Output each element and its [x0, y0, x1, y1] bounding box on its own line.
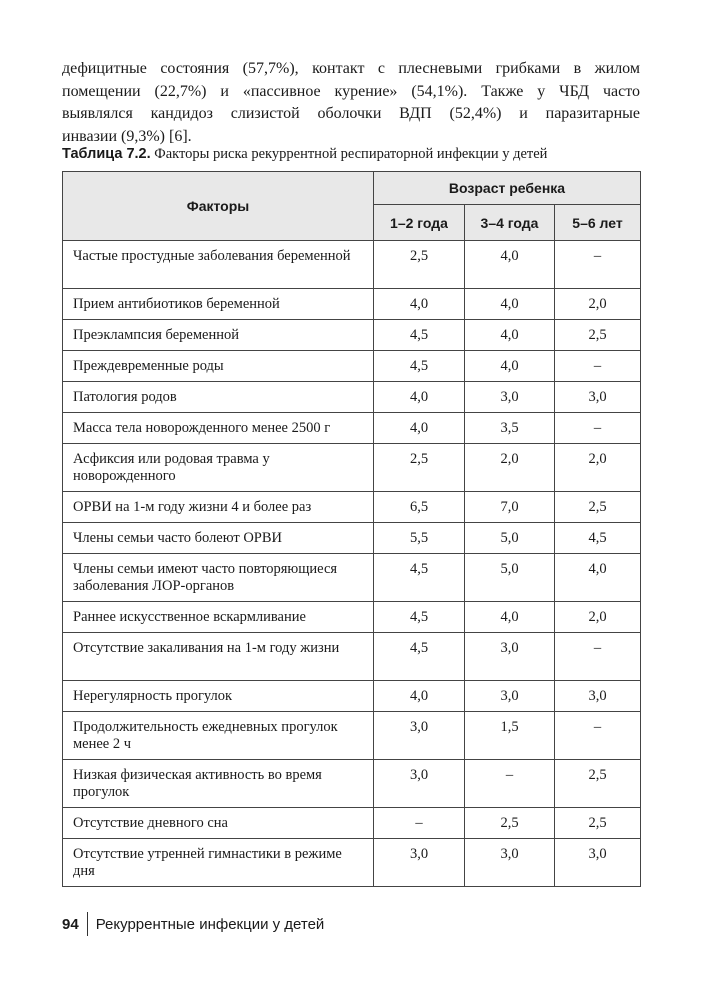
- value-cell: 3,0: [465, 633, 555, 681]
- table-row: [63, 760, 641, 808]
- value-cell: 4,0: [374, 382, 465, 413]
- table-row: [63, 241, 641, 289]
- table-row: [63, 492, 641, 523]
- value-cell: 5,0: [465, 554, 555, 602]
- value-cell: 4,0: [555, 554, 641, 602]
- value-cell: 4,0: [465, 351, 555, 382]
- page-number: 94: [62, 915, 79, 933]
- factor-cell: Нерегулярность прогулок: [63, 681, 374, 712]
- value-cell: 4,0: [465, 289, 555, 320]
- value-cell: 2,5: [555, 320, 641, 351]
- factor-cell: Частые простудные заболевания беременной: [63, 241, 374, 289]
- value-cell: 3,0: [374, 839, 465, 887]
- value-cell: 2,0: [555, 289, 641, 320]
- age-column-header: 1–2 года: [374, 205, 465, 241]
- table-row: [63, 633, 641, 681]
- factor-cell: Преэклампсия беременной: [63, 320, 374, 351]
- value-cell: –: [555, 351, 641, 382]
- footer-divider: [87, 912, 88, 936]
- value-cell: 4,5: [374, 633, 465, 681]
- value-cell: –: [374, 808, 465, 839]
- value-cell: 1,5: [465, 712, 555, 760]
- factor-cell: Раннее искусственное вскармливание: [63, 602, 374, 633]
- factor-cell: Члены семьи часто болеют ОРВИ: [63, 523, 374, 554]
- value-cell: –: [555, 712, 641, 760]
- factor-cell: Низкая физическая активность во время прогулок: [63, 760, 374, 808]
- value-cell: 2,0: [555, 602, 641, 633]
- value-cell: 2,5: [555, 808, 641, 839]
- age-group-header: Возраст ребенка: [374, 172, 641, 205]
- value-cell: 3,0: [555, 839, 641, 887]
- risk-factors-table: [62, 171, 641, 887]
- table-row: [63, 289, 641, 320]
- value-cell: –: [465, 760, 555, 808]
- factor-cell: Преждевременные роды: [63, 351, 374, 382]
- factor-cell: Патология родов: [63, 382, 374, 413]
- value-cell: 2,5: [555, 492, 641, 523]
- factor-column-header: Факторы: [63, 172, 374, 241]
- value-cell: 4,0: [465, 241, 555, 289]
- value-cell: 3,0: [555, 382, 641, 413]
- table-row: [63, 523, 641, 554]
- table-row: [63, 382, 641, 413]
- factor-cell: Отсутствие дневного сна: [63, 808, 374, 839]
- table-row: [63, 602, 641, 633]
- value-cell: 4,0: [465, 602, 555, 633]
- factor-cell: Асфиксия или родовая травма у новорожденного: [63, 444, 374, 492]
- age-column-header: 3–4 года: [465, 205, 555, 241]
- value-cell: 3,0: [465, 839, 555, 887]
- table-row: [63, 320, 641, 351]
- value-cell: 3,0: [465, 382, 555, 413]
- value-cell: 4,0: [374, 413, 465, 444]
- value-cell: 4,5: [374, 320, 465, 351]
- value-cell: 4,0: [374, 289, 465, 320]
- value-cell: –: [555, 241, 641, 289]
- table-body: [63, 241, 641, 887]
- value-cell: 2,5: [465, 808, 555, 839]
- value-cell: 3,0: [374, 712, 465, 760]
- factor-cell: Прием антибиотиков беременной: [63, 289, 374, 320]
- table-caption: [62, 146, 662, 163]
- value-cell: 2,0: [555, 444, 641, 492]
- value-cell: 4,5: [374, 351, 465, 382]
- value-cell: 5,5: [374, 523, 465, 554]
- table-row: [63, 413, 641, 444]
- table-row: [63, 351, 641, 382]
- value-cell: –: [555, 633, 641, 681]
- table-caption-text: Факторы риска рекуррентной респираторной инфекции у детей: [150, 146, 548, 162]
- value-cell: 2,5: [555, 760, 641, 808]
- factor-cell: ОРВИ на 1-м году жизни 4 и более раз: [63, 492, 374, 523]
- value-cell: 3,0: [555, 681, 641, 712]
- table-row: [63, 444, 641, 492]
- value-cell: 4,0: [465, 320, 555, 351]
- factor-cell: Отсутствие закаливания на 1-м году жизни: [63, 633, 374, 681]
- value-cell: 4,5: [374, 554, 465, 602]
- page-footer: [62, 912, 324, 936]
- intro-line: дефицитные состояния (57,7%), контакт с плесневыми грибками в жилом: [62, 60, 640, 77]
- factor-cell: Члены семьи имеют часто повторяющиеся заболевания ЛОР-органов: [63, 554, 374, 602]
- value-cell: 2,5: [374, 444, 465, 492]
- value-cell: 5,0: [465, 523, 555, 554]
- table-row: [63, 554, 641, 602]
- value-cell: 4,5: [374, 602, 465, 633]
- table-row: [63, 712, 641, 760]
- value-cell: 7,0: [465, 492, 555, 523]
- value-cell: 4,5: [555, 523, 641, 554]
- value-cell: 6,5: [374, 492, 465, 523]
- value-cell: 3,0: [465, 681, 555, 712]
- table-caption-label: Таблица 7.2.: [62, 146, 151, 162]
- intro-line: выявлялся кандидоз слизистой оболочки ВДП (52,4%) и паразитарные: [62, 105, 640, 122]
- intro-line: инвазии (9,3%) [6].: [62, 127, 192, 145]
- value-cell: 2,0: [465, 444, 555, 492]
- table-row: [63, 808, 641, 839]
- value-cell: 2,5: [374, 241, 465, 289]
- value-cell: –: [555, 413, 641, 444]
- intro-paragraph: [62, 58, 640, 148]
- factor-cell: Масса тела новорожденного менее 2500 г: [63, 413, 374, 444]
- table-row: [63, 839, 641, 887]
- value-cell: 3,0: [374, 760, 465, 808]
- intro-line: помещении (22,7%) и «пассивное курение» (54,1%). Также у ЧБД часто: [62, 82, 640, 100]
- factor-cell: Отсутствие утренней гимнастики в режиме дня: [63, 839, 374, 887]
- factor-cell: Продолжительность ежедневных прогулок менее 2 ч: [63, 712, 374, 760]
- table-row: [63, 681, 641, 712]
- age-column-header: 5–6 лет: [555, 205, 641, 241]
- value-cell: 3,5: [465, 413, 555, 444]
- value-cell: 4,0: [374, 681, 465, 712]
- running-title: Рекуррентные инфекции у детей: [95, 915, 325, 933]
